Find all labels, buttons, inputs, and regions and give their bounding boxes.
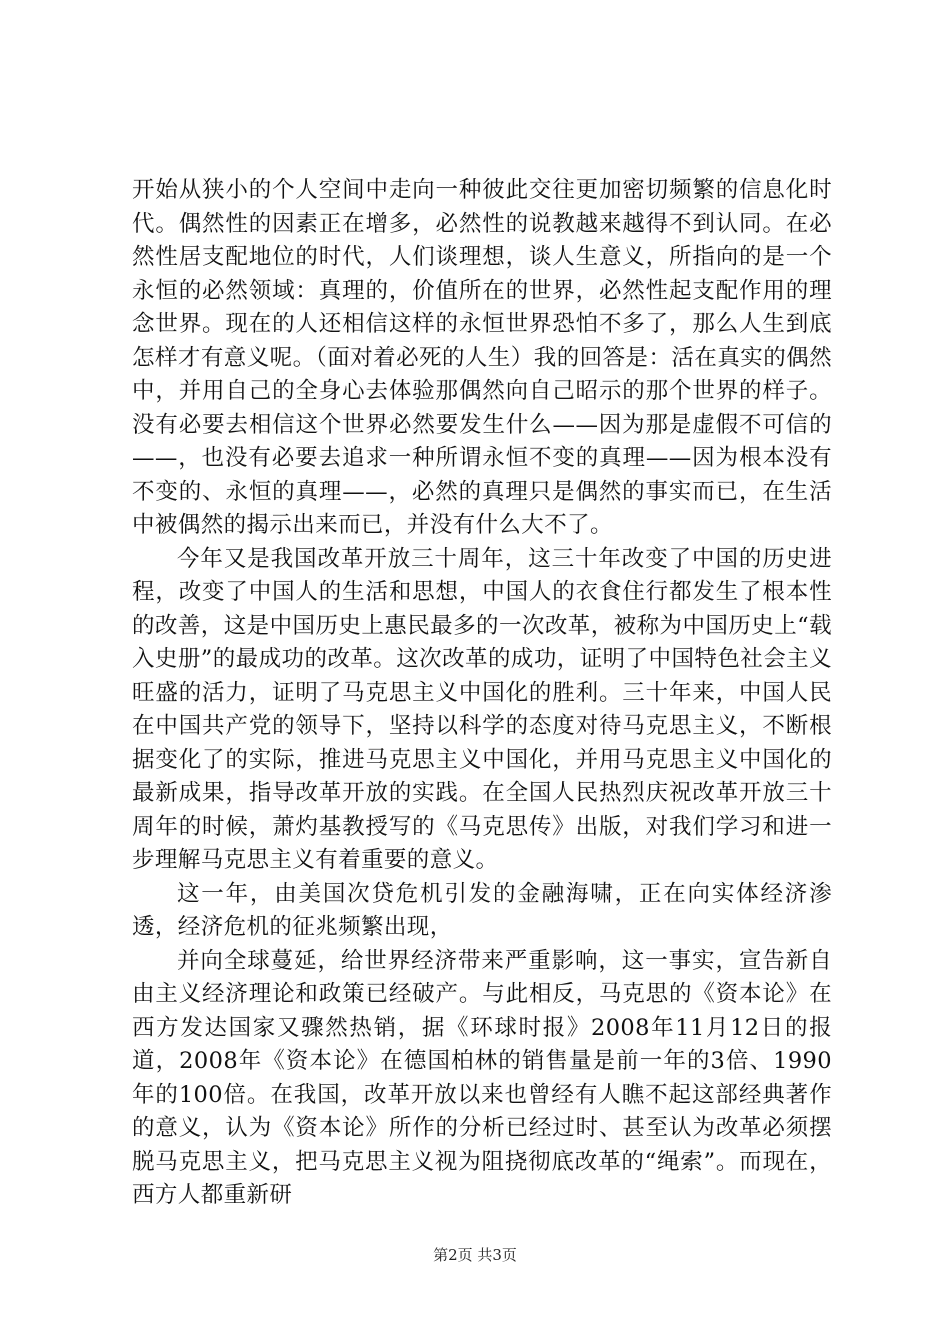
paragraph-1: 开始从狭小的个人空间中走向一种彼此交往更加密切频繁的信息化时代。偶然性的因素正在增多，必然性的说教越来越得不到认同。在必然性居支配地位的时代，人们谈理想，谈人生意义，所指向的是一个永恒的必然领域：真理的，价值所在的世界，必然性起支配作用的理念世界。现在的人还相信这样的永恒世界恐怕不多了，那么人生到底怎样才有意义呢。（面对着必死的人生）我的回答是：活在真实的偶然中，并用自己的全身心去体验那偶然向自己昭示的那个世界的样子。没有必要去相信这个世界必然要发生什么——因为那是虚假不可信的——，也没有必要去追求一种所谓永恒不变的真理——因为根本没有不变的、永恒的真理——，必然的真理只是偶然的事实而已，在生活中被偶然的揭示出来而已，并没有什么大不了。	[132, 177, 832, 538]
paragraph-3: 这一年，由美国次贷危机引发的金融海啸，正在向实体经济渗透，经济危机的征兆频繁出现，	[132, 880, 832, 940]
paragraph-2: 今年又是我国改革开放三十周年，这三十年改变了中国的历史进程，改变了中国人的生活和思想，中国人的衣食住行都发生了根本性的改善，这是中国历史上惠民最多的一次改革，被称为中国历史上“载入史册”的最成功的改革。这次改革的成功，证明了中国特色社会主义旺盛的活力，证明了马克思主义中国化的胜利。三十年来，中国人民在中国共产党的领导下，坚持以科学的态度对待马克思主义，不断根据变化了的实际，推进马克思主义中国化，并用马克思主义中国化的最新成果，指导改革开放的实践。在全国人民热烈庆祝改革开放三十周年的时候，萧灼基教授写的《马克思传》出版，对我们学习和进一步理解马克思主义有着重要的意义。	[132, 545, 832, 873]
document-body	[132, 174, 832, 1213]
page-number-footer: 第2页 共3页	[433, 1246, 517, 1264]
paragraph-4: 并向全球蔓延，给世界经济带来严重影响，这一事实，宣告新自由主义经济理论和政策已经破产。与此相反，马克思的《资本论》在西方发达国家又骤然热销，据《环球时报》2008年11月12日的报道，2008年《资本论》在德国柏林的销售量是前一年的3倍、1990年的100倍。在我国，改革开放以来也曾经有人瞧不起这部经典著作的意义，认为《资本论》所作的分析已经过时、甚至认为改革必须摆脱马克思主义，把马克思主义视为阻挠彻底改革的“绳索”。而现在，西方人都重新研	[132, 947, 832, 1208]
